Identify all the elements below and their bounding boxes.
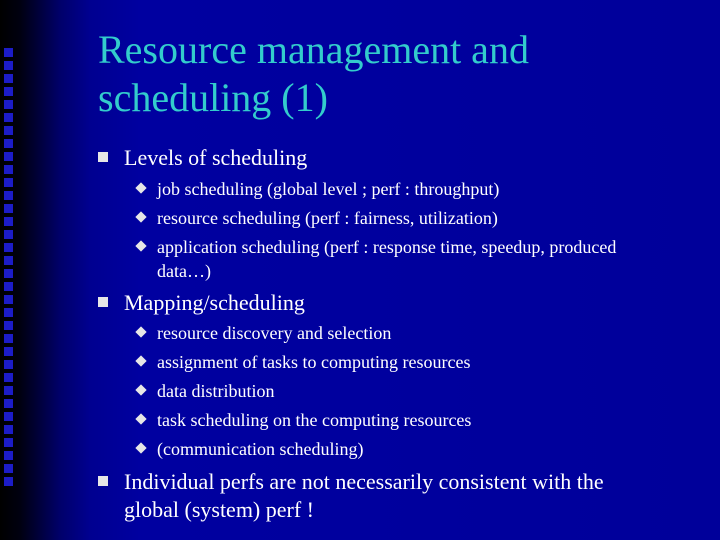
decorative-square: [4, 100, 13, 109]
diamond-bullet-icon: [135, 326, 146, 337]
square-bullet-icon: [98, 476, 108, 486]
decorative-square: [4, 412, 13, 421]
bullet-text: Mapping/scheduling: [124, 290, 305, 315]
diamond-bullet-icon: [135, 413, 146, 424]
bullet-text: Levels of scheduling: [124, 145, 308, 170]
diamond-bullet-icon: [135, 182, 146, 193]
sub-bullet-text: application scheduling (perf : response time, speedup, produced: [157, 237, 617, 257]
decorative-square: [4, 61, 13, 70]
decorative-square: [4, 152, 13, 161]
decorative-square: [4, 165, 13, 174]
decorative-square: [4, 399, 13, 408]
decorative-square: [4, 139, 13, 148]
square-bullet-icon: [98, 297, 108, 307]
decorative-square: [4, 321, 13, 330]
sub-bullet-text: data…): [157, 261, 211, 281]
decorative-square: [4, 126, 13, 135]
diamond-bullet-icon: [135, 384, 146, 395]
decorative-square: [4, 360, 13, 369]
sub-bullet-text: data distribution: [157, 381, 275, 401]
decorative-square: [4, 87, 13, 96]
decorative-square: [4, 191, 13, 200]
sub-bullet-text: resource scheduling (perf : fairness, utilization): [157, 208, 498, 228]
sub-bullet-text: (communication scheduling): [157, 439, 364, 459]
decorative-square: [4, 269, 13, 278]
decorative-square: [4, 256, 13, 265]
slide-title: [98, 26, 698, 122]
decorative-square: [4, 243, 13, 252]
sub-bullet-text: resource discovery and selection: [157, 323, 392, 343]
title-line-1: Resource management and: [98, 27, 529, 72]
diamond-bullet-icon: [135, 240, 146, 251]
bullet-text-line-1: Individual perfs are not necessarily consistent with the: [124, 469, 604, 494]
decorative-square: [4, 230, 13, 239]
square-bullet-icon: [98, 152, 108, 162]
diamond-bullet-icon: [135, 211, 146, 222]
diamond-bullet-icon: [135, 442, 146, 453]
decorative-square: [4, 334, 13, 343]
decorative-square: [4, 178, 13, 187]
title-line-2: scheduling (1): [98, 75, 328, 120]
decorative-square: [4, 282, 13, 291]
decorative-square: [4, 113, 13, 122]
sub-bullet-text: task scheduling on the computing resources: [157, 410, 472, 430]
sub-bullet-text: assignment of tasks to computing resources: [157, 352, 471, 372]
decorative-square: [4, 204, 13, 213]
decorative-square: [4, 464, 13, 473]
decorative-square: [4, 477, 13, 486]
sub-bullet-text: job scheduling (global level ; perf : throughput): [157, 179, 500, 199]
decorative-square: [4, 295, 13, 304]
decorative-square: [4, 74, 13, 83]
decorative-square: [4, 373, 13, 382]
decorative-squares-column: [4, 48, 18, 488]
decorative-square: [4, 308, 13, 317]
decorative-square: [4, 48, 13, 57]
decorative-square: [4, 386, 13, 395]
diamond-bullet-icon: [135, 355, 146, 366]
decorative-square: [4, 425, 13, 434]
decorative-square: [4, 451, 13, 460]
bullet-text-line-2: global (system) perf !: [124, 497, 314, 522]
decorative-square: [4, 217, 13, 226]
decorative-square: [4, 438, 13, 447]
decorative-square: [4, 347, 13, 356]
